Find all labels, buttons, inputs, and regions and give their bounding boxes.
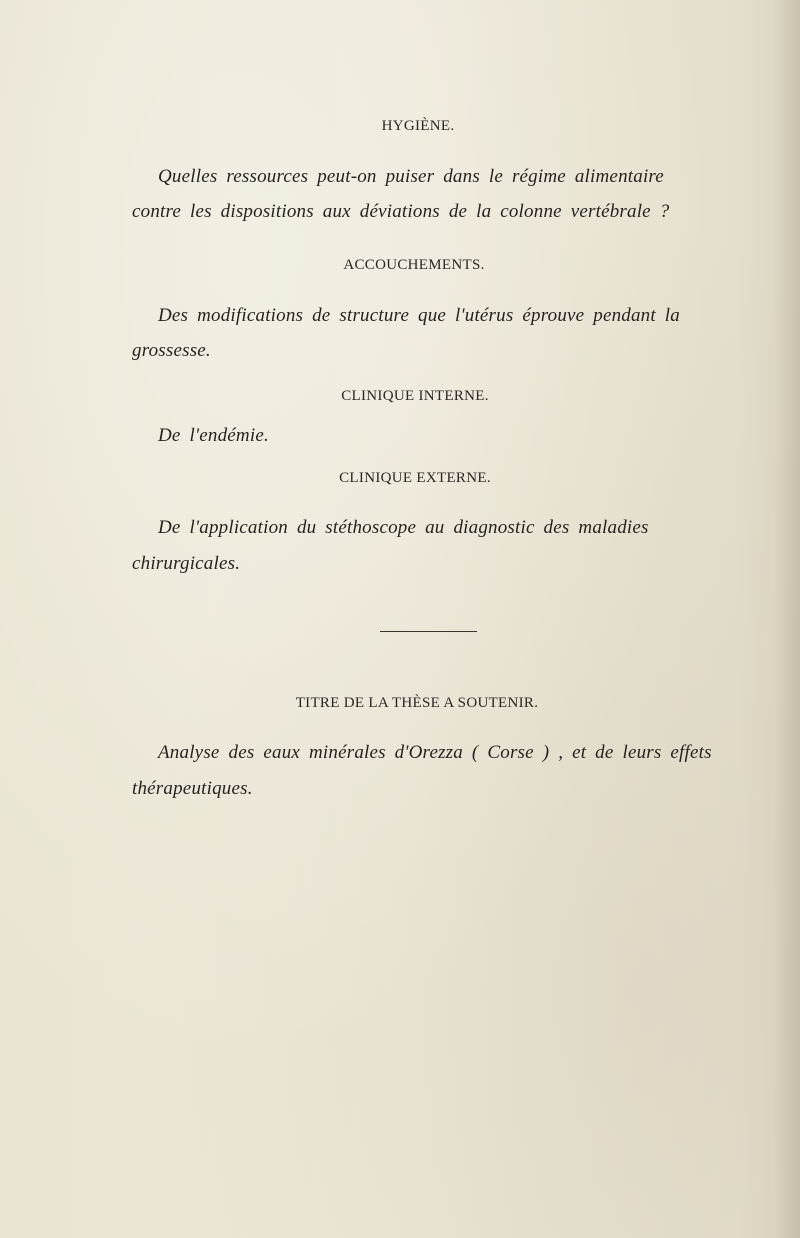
thesis-line-1: Analyse des eaux minérales d'Orezza ( Corse ) , et de leurs effets	[158, 742, 712, 763]
clinique-externe-line-1: De l'application du stéthoscope au diagnostic des maladies	[158, 517, 649, 538]
heading-clinique-externe: CLINIQUE EXTERNE.	[339, 470, 491, 486]
heading-thesis-title: TITRE DE LA THÈSE A SOUTENIR.	[295, 695, 539, 711]
heading-hygiene: HYGIÈNE.	[381, 118, 455, 134]
heading-accouchements: ACCOUCHEMENTS.	[343, 257, 485, 273]
heading-clinique-interne: CLINIQUE INTERNE.	[341, 388, 489, 404]
section-divider	[380, 631, 477, 632]
thesis-line-2: thérapeutiques.	[132, 778, 253, 799]
accouchements-line-1: Des modifications de structure que l'utérus éprouve pendant la	[158, 305, 680, 326]
hygiene-line-1: Quelles ressources peut-on puiser dans le régime alimentaire	[158, 166, 664, 187]
accouchements-line-2: grossesse.	[132, 340, 211, 361]
clinique-externe-line-2: chirurgicales.	[132, 553, 241, 574]
clinique-interne-line-1: De l'endémie.	[158, 425, 269, 446]
hygiene-line-2: contre les dispositions aux déviations de la colonne vertébrale ?	[132, 201, 670, 222]
